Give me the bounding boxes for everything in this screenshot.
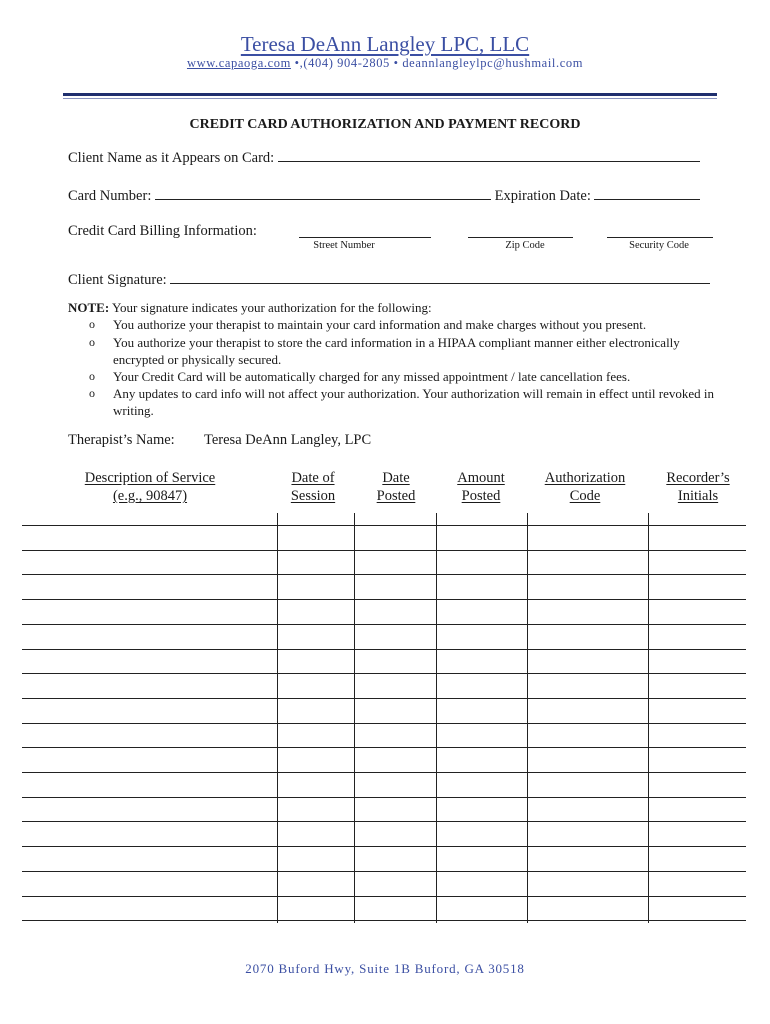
column-amount-posted-line1: Amount — [457, 470, 505, 486]
table-row[interactable] — [22, 871, 746, 872]
client-name-row — [68, 147, 700, 167]
table-row[interactable] — [22, 698, 746, 699]
table-row[interactable] — [22, 797, 746, 798]
table-row[interactable] — [22, 723, 746, 724]
table-row[interactable] — [22, 821, 746, 822]
therapist-name: Teresa DeAnn Langley, LPC — [204, 432, 372, 448]
note-line — [68, 299, 432, 316]
table-row[interactable] — [22, 649, 746, 650]
zip-code-caption: Zip Code — [505, 240, 545, 251]
street-number-field[interactable] — [299, 223, 431, 238]
column-date-of-session-line1: Date of — [291, 470, 335, 486]
expiration-label: Expiration Date: — [494, 188, 591, 204]
authorization-item: You authorize your therapist to store the card information in a HIPAA compliant manner either electronically encrypted or physically secured. — [113, 335, 680, 367]
footer-address: 2070 Buford Hwy, Suite 1B Buford, GA 30518 — [245, 961, 525, 976]
table-row[interactable] — [22, 673, 746, 674]
table-row[interactable] — [22, 550, 746, 551]
column-authorization-code-line2: Code — [569, 488, 601, 504]
therapist-label: Therapist’s Name: — [68, 432, 175, 448]
column-recorder-initials — [650, 469, 746, 505]
column-description — [60, 469, 240, 505]
signature-field[interactable] — [170, 269, 710, 284]
zip-code-field[interactable] — [468, 223, 573, 238]
signature-row — [68, 269, 710, 289]
table-row[interactable] — [22, 525, 746, 526]
contact-line — [0, 56, 770, 71]
column-amount-posted — [438, 469, 524, 505]
form-heading: CREDIT CARD AUTHORIZATION AND PAYMENT RECORD — [189, 117, 581, 132]
street-number-caption: Street Number — [313, 240, 375, 251]
signature-label: Client Signature: — [68, 272, 167, 288]
table-row[interactable] — [22, 920, 746, 921]
client-name-label: Client Name as it Appears on Card: — [68, 150, 275, 166]
authorization-item: Any updates to card info will not affect your authorization. Your authorization will remain in effect until revoked in writing. — [113, 386, 714, 418]
billing-label: Credit Card Billing Information: — [68, 223, 257, 239]
column-recorder-initials-line2: Initials — [677, 488, 719, 504]
table-row[interactable] — [22, 624, 746, 625]
column-description-example: (e.g., 90847) — [112, 488, 188, 504]
website-link[interactable]: www.capaoga.com — [186, 56, 291, 70]
bullet-marker: o — [89, 335, 95, 349]
header-rule — [63, 93, 717, 96]
column-date-posted-line1: Date — [382, 470, 410, 486]
note-label: NOTE: — [68, 300, 110, 315]
bullet-marker: o — [89, 386, 95, 400]
table-row[interactable] — [22, 574, 746, 575]
practice-title: Teresa DeAnn Langley LPC, LLC — [240, 32, 530, 56]
column-date-of-session — [278, 469, 348, 505]
card-number-field[interactable] — [155, 185, 491, 200]
column-date-posted — [356, 469, 436, 505]
header-rule-thin — [63, 98, 717, 99]
authorization-item: You authorize your therapist to maintain your card information and make charges without you present. — [113, 317, 647, 332]
bullet-marker: o — [89, 369, 95, 383]
client-name-field[interactable] — [278, 147, 700, 162]
card-number-row — [68, 185, 700, 205]
column-date-of-session-line2: Session — [290, 488, 336, 504]
table-row[interactable] — [22, 846, 746, 847]
security-code-caption: Security Code — [629, 240, 689, 251]
column-description-title: Description of Service — [84, 470, 216, 486]
contact-details: •,(404) 904-2805 • deannlangleylpc@hushmail.com — [290, 56, 584, 70]
column-amount-posted-line2: Posted — [461, 488, 501, 504]
column-authorization-code — [530, 469, 640, 505]
table-row[interactable] — [22, 747, 746, 748]
column-date-posted-line2: Posted — [376, 488, 416, 504]
column-recorder-initials-line1: Recorder’s — [666, 470, 730, 486]
table-row[interactable] — [22, 772, 746, 773]
bullet-marker: o — [89, 317, 95, 331]
table-row[interactable] — [22, 599, 746, 600]
authorization-item: Your Credit Card will be automatically charged for any missed appointment / late cancellation fees. — [113, 369, 631, 384]
note-text: Your signature indicates your authorization for the following: — [109, 300, 432, 315]
card-number-label: Card Number: — [68, 188, 152, 204]
column-authorization-code-line1: Authorization — [544, 470, 626, 486]
table-row[interactable] — [22, 896, 746, 897]
expiration-field[interactable] — [594, 185, 700, 200]
security-code-field[interactable] — [607, 223, 713, 238]
